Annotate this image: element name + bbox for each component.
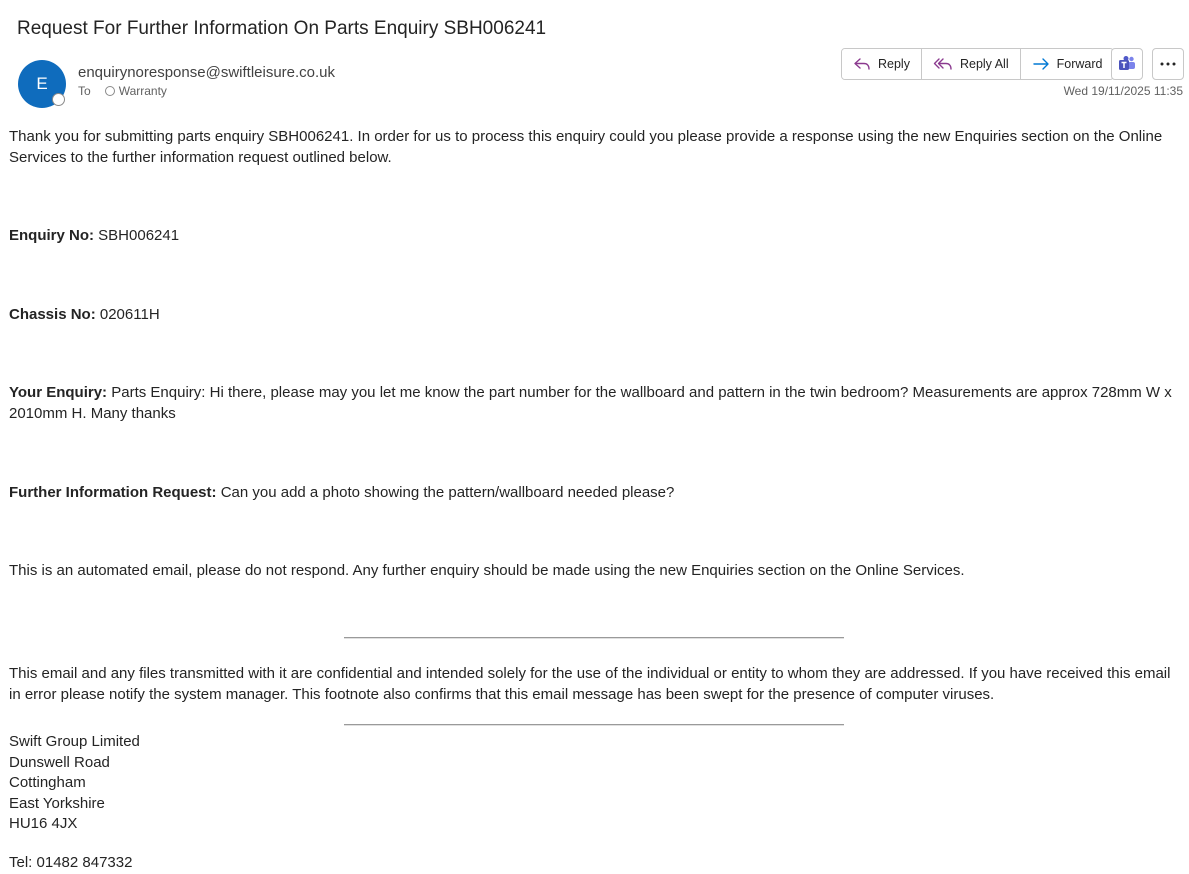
forward-button[interactable] [1021,49,1114,79]
reply-all-icon [933,56,953,72]
divider-top [344,637,844,639]
teams-button[interactable] [1111,48,1143,80]
more-actions-button[interactable] [1152,48,1184,80]
more-icon [1159,61,1177,67]
avatar-letter: E [36,74,48,93]
your-enquiry-value: Parts Enquiry: Hi there, please may you let me know the part number for the wallboard and pattern in the twin bedroom? Measurements are approx 728mm W x 2010mm H. Many thanks [9,384,1172,422]
message-actions [841,48,1114,80]
disclaimer-paragraph: This email and any files transmitted with it are confidential and intended solely for the use of the individual or entity to whom they are addressed. If you have received this email in error please notify the system manager. This footnote also confirms that this email message has been swept for the presence of computer viruses. [9,665,1171,703]
signature-postcode: HU16 4JX [9,815,78,832]
intro-paragraph: Thank you for submitting parts enquiry SBH006241. In order for us to process this enquiry could you please provide a response using the new Enquiries section on the Online Services to the further information request outlined below. [9,128,1163,166]
recipient-name[interactable]: Warranty [118,84,167,98]
to-label: To [78,84,91,98]
chassis-no-line [9,304,1184,325]
divider-bottom [344,724,844,726]
email-subject: Request For Further Information On Parts Enquiry SBH006241 [17,18,547,39]
enquiry-no-value: SBH006241 [98,227,180,244]
presence-status-icon [52,93,65,106]
chassis-no-label: Chassis No: [9,306,96,323]
sender-address[interactable]: enquirynoresponse@swiftleisure.co.uk [78,64,336,81]
signature-company: Swift Group Limited [9,733,140,750]
reply-button[interactable] [842,49,922,79]
recipient-presence-icon [105,86,115,96]
automated-notice: This is an automated email, please do not respond. Any further enquiry should be made using the new Enquiries section on the Online Services. [9,562,965,579]
enquiry-no-line [9,225,1184,246]
signature-tel: Tel: 01482 847332 [9,854,133,871]
recipient-line [78,84,167,98]
signature-block [9,732,140,835]
your-enquiry-paragraph [9,382,1184,424]
signature-street: Dunswell Road [9,753,110,771]
reply-icon [853,56,871,72]
further-info-value: Can you add a photo showing the pattern/wallboard needed please? [220,484,675,501]
reply-all-button[interactable] [922,49,1021,79]
teams-icon [1118,55,1136,73]
sent-date: Wed 19/11/2025 11:35 [1063,84,1183,98]
chassis-no-value: 020611H [99,306,160,323]
further-info-label: Further Information Request: [9,484,217,501]
enquiry-no-label: Enquiry No: [9,227,94,244]
signature-county: East Yorkshire [9,794,105,812]
further-info-line [9,482,1184,503]
reply-label: Reply [878,57,910,71]
signature-town: Cottingham [9,774,86,791]
reply-all-label: Reply All [959,57,1009,71]
forward-icon [1032,56,1050,72]
forward-label: Forward [1056,57,1103,71]
your-enquiry-label: Your Enquiry: [9,384,108,401]
